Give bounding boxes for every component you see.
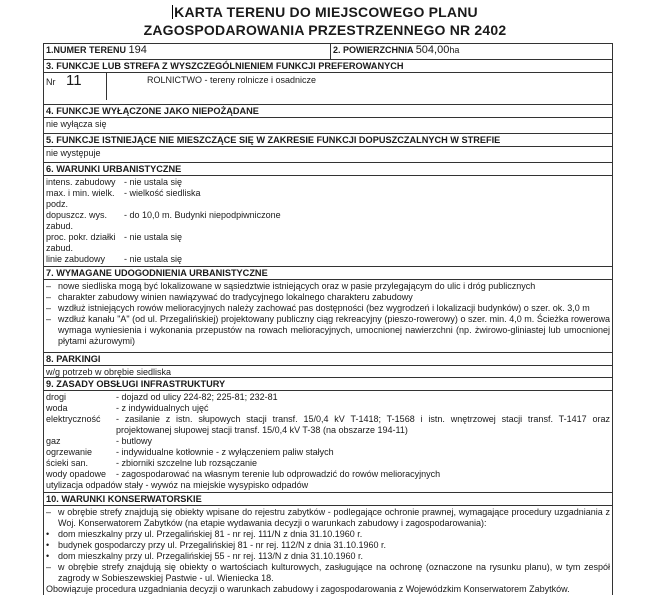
title-line-1 bbox=[0, 4, 650, 20]
area-value: 504,00 bbox=[415, 44, 450, 56]
area-label: 2. POWIERZCHNIA bbox=[333, 45, 414, 55]
waste-disposal-text: utylizacja odpadów stały - wywóz na miejskie wysypisko odpadów bbox=[46, 480, 309, 490]
section-5-header: 5. FUNKCJE ISTNIEJĄCE NIE MIESZCZĄCE SIĘ W ZAKRESIE FUNKCJI DOPUSZCZALNYCH W STREFIE bbox=[44, 133, 612, 146]
section-4-text: nie wyłącza się bbox=[44, 117, 612, 129]
function-nr-cell bbox=[44, 73, 107, 100]
infrastructure-row: woda - z indywidualnych ujęć bbox=[46, 403, 209, 413]
section-4-header: 4. FUNKCJE WYŁĄCZONE JAKO NIEPOŻĄDANE bbox=[44, 104, 612, 117]
section-3-header: 3. FUNKCJE LUB STREFA Z WYSZCZEGÓLNIENIEM FUNKCJI PREFEROWANYCH bbox=[44, 59, 612, 72]
list-item: • dom mieszkalny przy ul. Przegalińskiej 55 - nr rej. 113/N z dnia 31.10.1960 r. bbox=[46, 551, 363, 561]
title-text-1: KARTA TERENU DO MIEJSCOWEGO PLANU bbox=[174, 4, 478, 20]
urban-row: dopuszcz. wys. zabud. - do 10,0 m. Budynki niepodpiwniczone bbox=[46, 210, 281, 231]
terrain-number-cell bbox=[44, 44, 331, 59]
infrastructure-row: ścieki san. - zbiorniki szczelne lub rozsączanie bbox=[46, 458, 258, 468]
section-8-header: 8. PARKINGI bbox=[44, 352, 612, 365]
list-item: – wzdłuż istniejących rowów melioracyjnych należy zachować pas dostępności (bez wygrodzeń i lokalizacji budynków) o szer. ok. 3,0 m bbox=[46, 303, 590, 313]
text-cursor bbox=[172, 5, 173, 19]
infrastructure-row: elektryczność - zasilanie z istn. słupowych stacji transf. 15/0,4 kV T-1418; T-1568 i istn. wnętrzowej stacji transf. T-1417 oraz projektowanej słupowej stacji transf. 15/0,4 kV T-38 (na obszarze 194-11) bbox=[46, 414, 610, 435]
list-item: – w obrębie strefy znajdują się obiekty o wartościach kulturowych, zasługujące na ochronę (oznaczone na rysunku planu), w tym zespół zagrody w Sobieszewskiej Pastwie - ul. Wieniecka 18. bbox=[46, 562, 610, 583]
list-item: • budynek gospodarczy przy ul. Przegalińskiej 81 - nr rej. 112/N z dnia 31.10.1960 r. bbox=[46, 540, 387, 550]
list-item: – charakter zabudowy winien nawiązywać do tradycyjnego lokalnego charakteru zabudowy bbox=[46, 292, 413, 302]
terrain-number-value: 194 bbox=[128, 44, 147, 56]
area-unit: ha bbox=[449, 45, 460, 55]
section-9-header: 9. ZASADY OBSŁUGI INFRASTRUKTURY bbox=[44, 377, 612, 390]
infrastructure-row: ogrzewanie - indywidualne kotłownie - z wyłączeniem paliw stałych bbox=[46, 447, 334, 457]
section-6-body bbox=[44, 175, 612, 266]
terrain-number-label: 1.NUMER TERENU bbox=[46, 45, 127, 55]
function-nr-label: Nr bbox=[46, 77, 56, 87]
list-item: • dom mieszkalny przy ul. Przegalińskiej 81 - nr rej. 111/N z dnia 31.10.1960 r. bbox=[46, 529, 363, 539]
section-8-text: w/g potrzeb w obrębie siedliska bbox=[44, 365, 612, 377]
urban-row: max. i min. wielk. podz. - wielkość siedliska bbox=[46, 188, 201, 209]
list-item: – wzdłuż kanału "A" (od ul. Przegalińskiej) projektowany publiczny ciąg rekreacyjny (pieszo-rowerowy) o szer. min. 4,0 m. Ścieżka rowerowa wymaga wyniesienia i wykonania przepustów na rowach melioracyjnych, umocnionej nawierzchni (np. żwirowo-gliniastej lub umocnionej płytami ażurowymi) bbox=[46, 314, 610, 346]
list-item: – w obrębie strefy znajdują się obiekty wpisane do rejestru zabytków - podlegające ochronie prawnej, wymagające procedury uzgadniania z Woj. Konserwatorem Zabytków (na etapie wydawania decyzji o warunkach zabudowy i zagospodarowania): bbox=[46, 507, 610, 528]
section-9-body bbox=[44, 390, 612, 492]
infrastructure-row: wody opadowe - zagospodarować na własnym terenie lub odprowadzić do rowów melioracyjnych bbox=[46, 469, 441, 479]
infrastructure-row: drogi - dojazd od ulicy 224-82; 225-81; 232-81 bbox=[46, 392, 278, 402]
function-nr-value: 11 bbox=[66, 72, 82, 89]
section-3-body bbox=[44, 72, 612, 100]
function-description: ROLNICTWO - tereny rolnicze i osadnicze bbox=[147, 75, 317, 85]
terrain-card bbox=[43, 43, 613, 595]
section-10-body bbox=[44, 505, 612, 595]
conservation-footer: Obowiązuje procedura uzgadniania decyzji o warunkach zabudowy i zagospodarowania z Wojewódzkim Konserwatorem Zabytków. bbox=[46, 584, 570, 594]
section-7-header: 7. WYMAGANE UDOGODNIENIA URBANISTYCZNE bbox=[44, 266, 612, 279]
urban-row: linie zabudowy - nie ustala się bbox=[46, 254, 183, 264]
title-line-2: ZAGOSPODAROWANIA PRZESTRZENNEGO NR 2402 bbox=[143, 22, 507, 38]
section-6-header: 6. WARUNKI URBANISTYCZNE bbox=[44, 162, 612, 175]
row-number-area bbox=[44, 43, 612, 59]
urban-row: intens. zabudowy - nie ustala się bbox=[46, 177, 183, 187]
section-7-body bbox=[44, 279, 612, 348]
area-cell bbox=[331, 44, 612, 59]
infrastructure-row: gaz - butlowy bbox=[46, 436, 153, 446]
list-item: – nowe siedliska mogą być lokalizowane w sąsiedztwie istniejących oraz w pasie przylegającym do ulic i dróg publicznych bbox=[46, 281, 536, 291]
section-10-header: 10. WARUNKI KONSERWATORSKIE bbox=[44, 492, 612, 505]
section-5-text: nie występuje bbox=[44, 146, 612, 158]
urban-row: proc. pokr. działki zabud. - nie ustala się bbox=[46, 232, 183, 253]
